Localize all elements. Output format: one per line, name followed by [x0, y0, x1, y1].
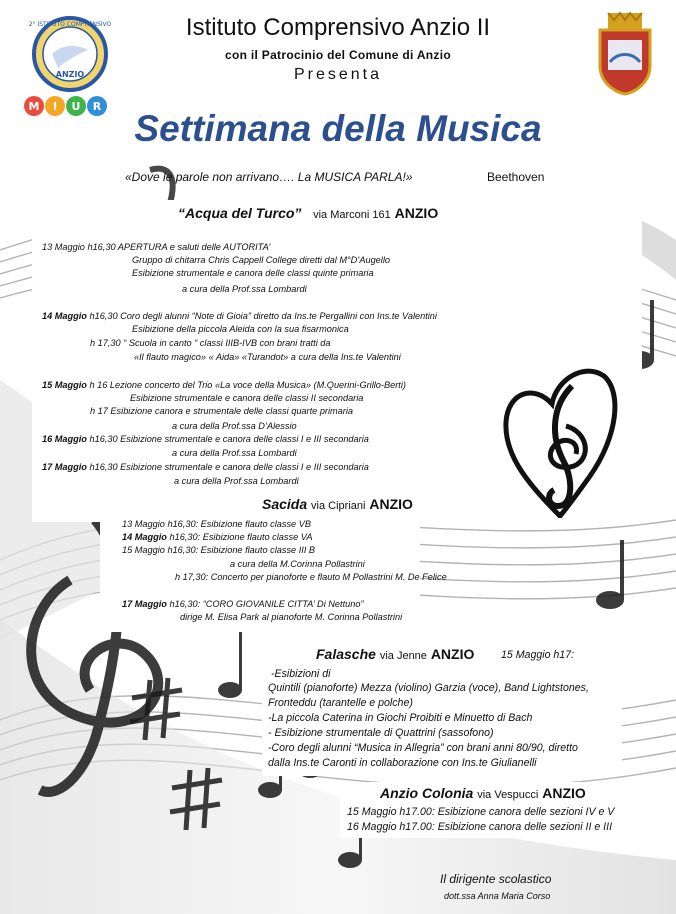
schedule-line: h 17,30 “ Scuola in canto “ classi IIIB-IVB con brani tratti da	[90, 338, 331, 348]
signature-name: dott.ssa Anna Maria Corso	[444, 891, 551, 901]
schedule-line: «Il flauto magico» « Aida» «Turandot» a cura della Ins.te Valentini	[134, 352, 401, 362]
miur-letter: U	[71, 100, 81, 113]
quote: «Dove le parole non arrivano…. La MUSICA PARLA!»	[125, 170, 413, 184]
schedule-line: Quintili (pianoforte) Mezza (violino) Garzia (voce), Band Lightstones,	[268, 682, 589, 694]
schedule-line: 17 Maggio h16,30: “CORO GIOVANILE CITTA’ Di Nettuno”	[122, 599, 364, 609]
schedule-line: a cura della Prof.ssa D’Alessio	[172, 421, 297, 431]
schedule-line: Fronteddu (tarantelle e polche)	[268, 697, 413, 709]
schedule-line: Esibizione della piccola Aleida con la sua fisarmonica	[132, 324, 349, 334]
schedule-line: 17 Maggio h16,30 Esibizione strumentale e canora delle classi I e III secondaria	[42, 462, 369, 472]
schedule-line: Esibizione strumentale e canora delle classi II secondaria	[130, 393, 364, 403]
schedule-line: 13 Maggio h16,30: Esibizione flauto classe VB	[122, 519, 311, 529]
venue-2-name: Sacida	[262, 496, 308, 512]
schedule-line: a cura della Prof.ssa Lombardi	[172, 448, 297, 458]
schedule-line: - Esibizione strumentale di Quattrini (sassofono)	[268, 727, 494, 739]
venue-2-title	[262, 496, 413, 512]
schedule-line: 15 Maggio h17.00: Esibizione canora delle sezioni IV e V	[347, 806, 615, 818]
schedule-line: 14 Maggio h16,30: Esibizione flauto classe VA	[122, 532, 313, 542]
schedule-date: 17 Maggio	[42, 462, 87, 472]
venue-4-address: via Vespucci	[477, 789, 539, 801]
event-title: Settimana della Musica	[134, 108, 542, 149]
venue-4-city: ANZIO	[542, 785, 586, 801]
logo-left-city: ANZIO	[55, 70, 85, 79]
venue-1-name: “Acqua del Turco”	[178, 205, 302, 221]
miur-letter: M	[28, 100, 40, 113]
quote-author: Beethoven	[487, 170, 545, 184]
venue-1-city: ANZIO	[394, 205, 439, 221]
schedule-line: 14 Maggio h16,30 Coro degli alunni “Note di Gioia” diretto da Ins.te Pergallini con Ins.te Valentini	[42, 311, 437, 321]
schedule-line: -Coro degli alunni “Musica in Allegria” con brani anni 80/90, diretto	[268, 742, 578, 754]
venue-3-city: ANZIO	[430, 646, 475, 662]
schedule-line: 15 Maggio h16,30: Esibizione flauto classe III B	[122, 545, 316, 555]
heart-clef-icon	[500, 366, 620, 518]
venue-3-title	[316, 646, 474, 662]
schedule-line: dalla Ins.te Caronti in collaborazione con Ins.te Giulianelli	[268, 757, 537, 769]
signature-title: Il dirigente scolastico	[440, 872, 552, 886]
schedule-line: -La piccola Caterina in Giochi Proibiti e Minuetto di Bach	[268, 712, 533, 724]
schedule-line: h 17,30: Concerto per pianoforte e flauto M Pollastrini M. De Felice	[175, 572, 447, 582]
venue-4-name: Anzio Colonia	[380, 785, 474, 801]
venue-3-date: 15 Maggio h17:	[501, 649, 575, 661]
venue-1-title	[178, 205, 438, 221]
miur-letter: R	[92, 100, 102, 113]
schedule-line: Esibizione strumentale e canora delle classi quinte primaria	[132, 268, 374, 278]
schedule-line: 16 Maggio h16,30 Esibizione strumentale e canora delle classi I e III secondaria	[42, 434, 369, 444]
schedule-line: Gruppo di chitarra Chris Cappell College diretti dal M°D’Augello	[132, 255, 390, 265]
presenta-label: Presenta	[293, 66, 383, 83]
school-name: Istituto Comprensivo Anzio II	[185, 14, 491, 41]
miur-letter: I	[52, 100, 58, 113]
schedule-date: 15 Maggio	[42, 380, 87, 390]
logo-left-text: 2° ISTITUTO COMPRENSIVO	[28, 21, 112, 28]
venue-3-address: via Jenne	[379, 650, 427, 662]
schedule-line: a cura della M.Corinna Pollastrini	[230, 559, 365, 569]
schedule-date: 16 Maggio	[42, 434, 87, 444]
venue-4-title	[380, 785, 586, 801]
venue-1-address: via Marconi 161	[313, 209, 391, 221]
patronage-line: con il Patrocinio del Comune di Anzio	[225, 48, 451, 62]
schedule-line: -Esibizioni di	[271, 668, 331, 680]
schedule-line: h 17 Esibizione canora e strumentale delle classi quarte primaria	[90, 406, 354, 416]
schedule-line: a cura della Prof.ssa Lombardi	[174, 476, 299, 486]
schedule-date: 17 Maggio	[122, 599, 167, 609]
schedule-date: 14 Maggio	[42, 311, 87, 321]
schedule-line: 15 Maggio h 16 Lezione concerto del Trio «La voce della Musica» (M.Querini-Grillo-Berti)	[42, 380, 406, 390]
venue-2-city: ANZIO	[369, 496, 413, 512]
schedule-line: 16 Maggio h17.00: Esibizione canora delle sezioni II e III	[347, 821, 613, 833]
venue-3-name: Falasche	[316, 646, 376, 662]
schedule-date: 14 Maggio	[122, 532, 167, 542]
schedule-line: a cura della Prof.ssa Lombardi	[182, 284, 307, 294]
schedule-line: dirige M. Elisa Park al pianoforte M. Corinna Pollastrini	[180, 612, 403, 622]
schedule-line: 13 Maggio h16,30 APERTURA e saluti delle AUTORITA’	[42, 242, 271, 252]
venue-2-address: via Cipriani	[311, 500, 366, 512]
